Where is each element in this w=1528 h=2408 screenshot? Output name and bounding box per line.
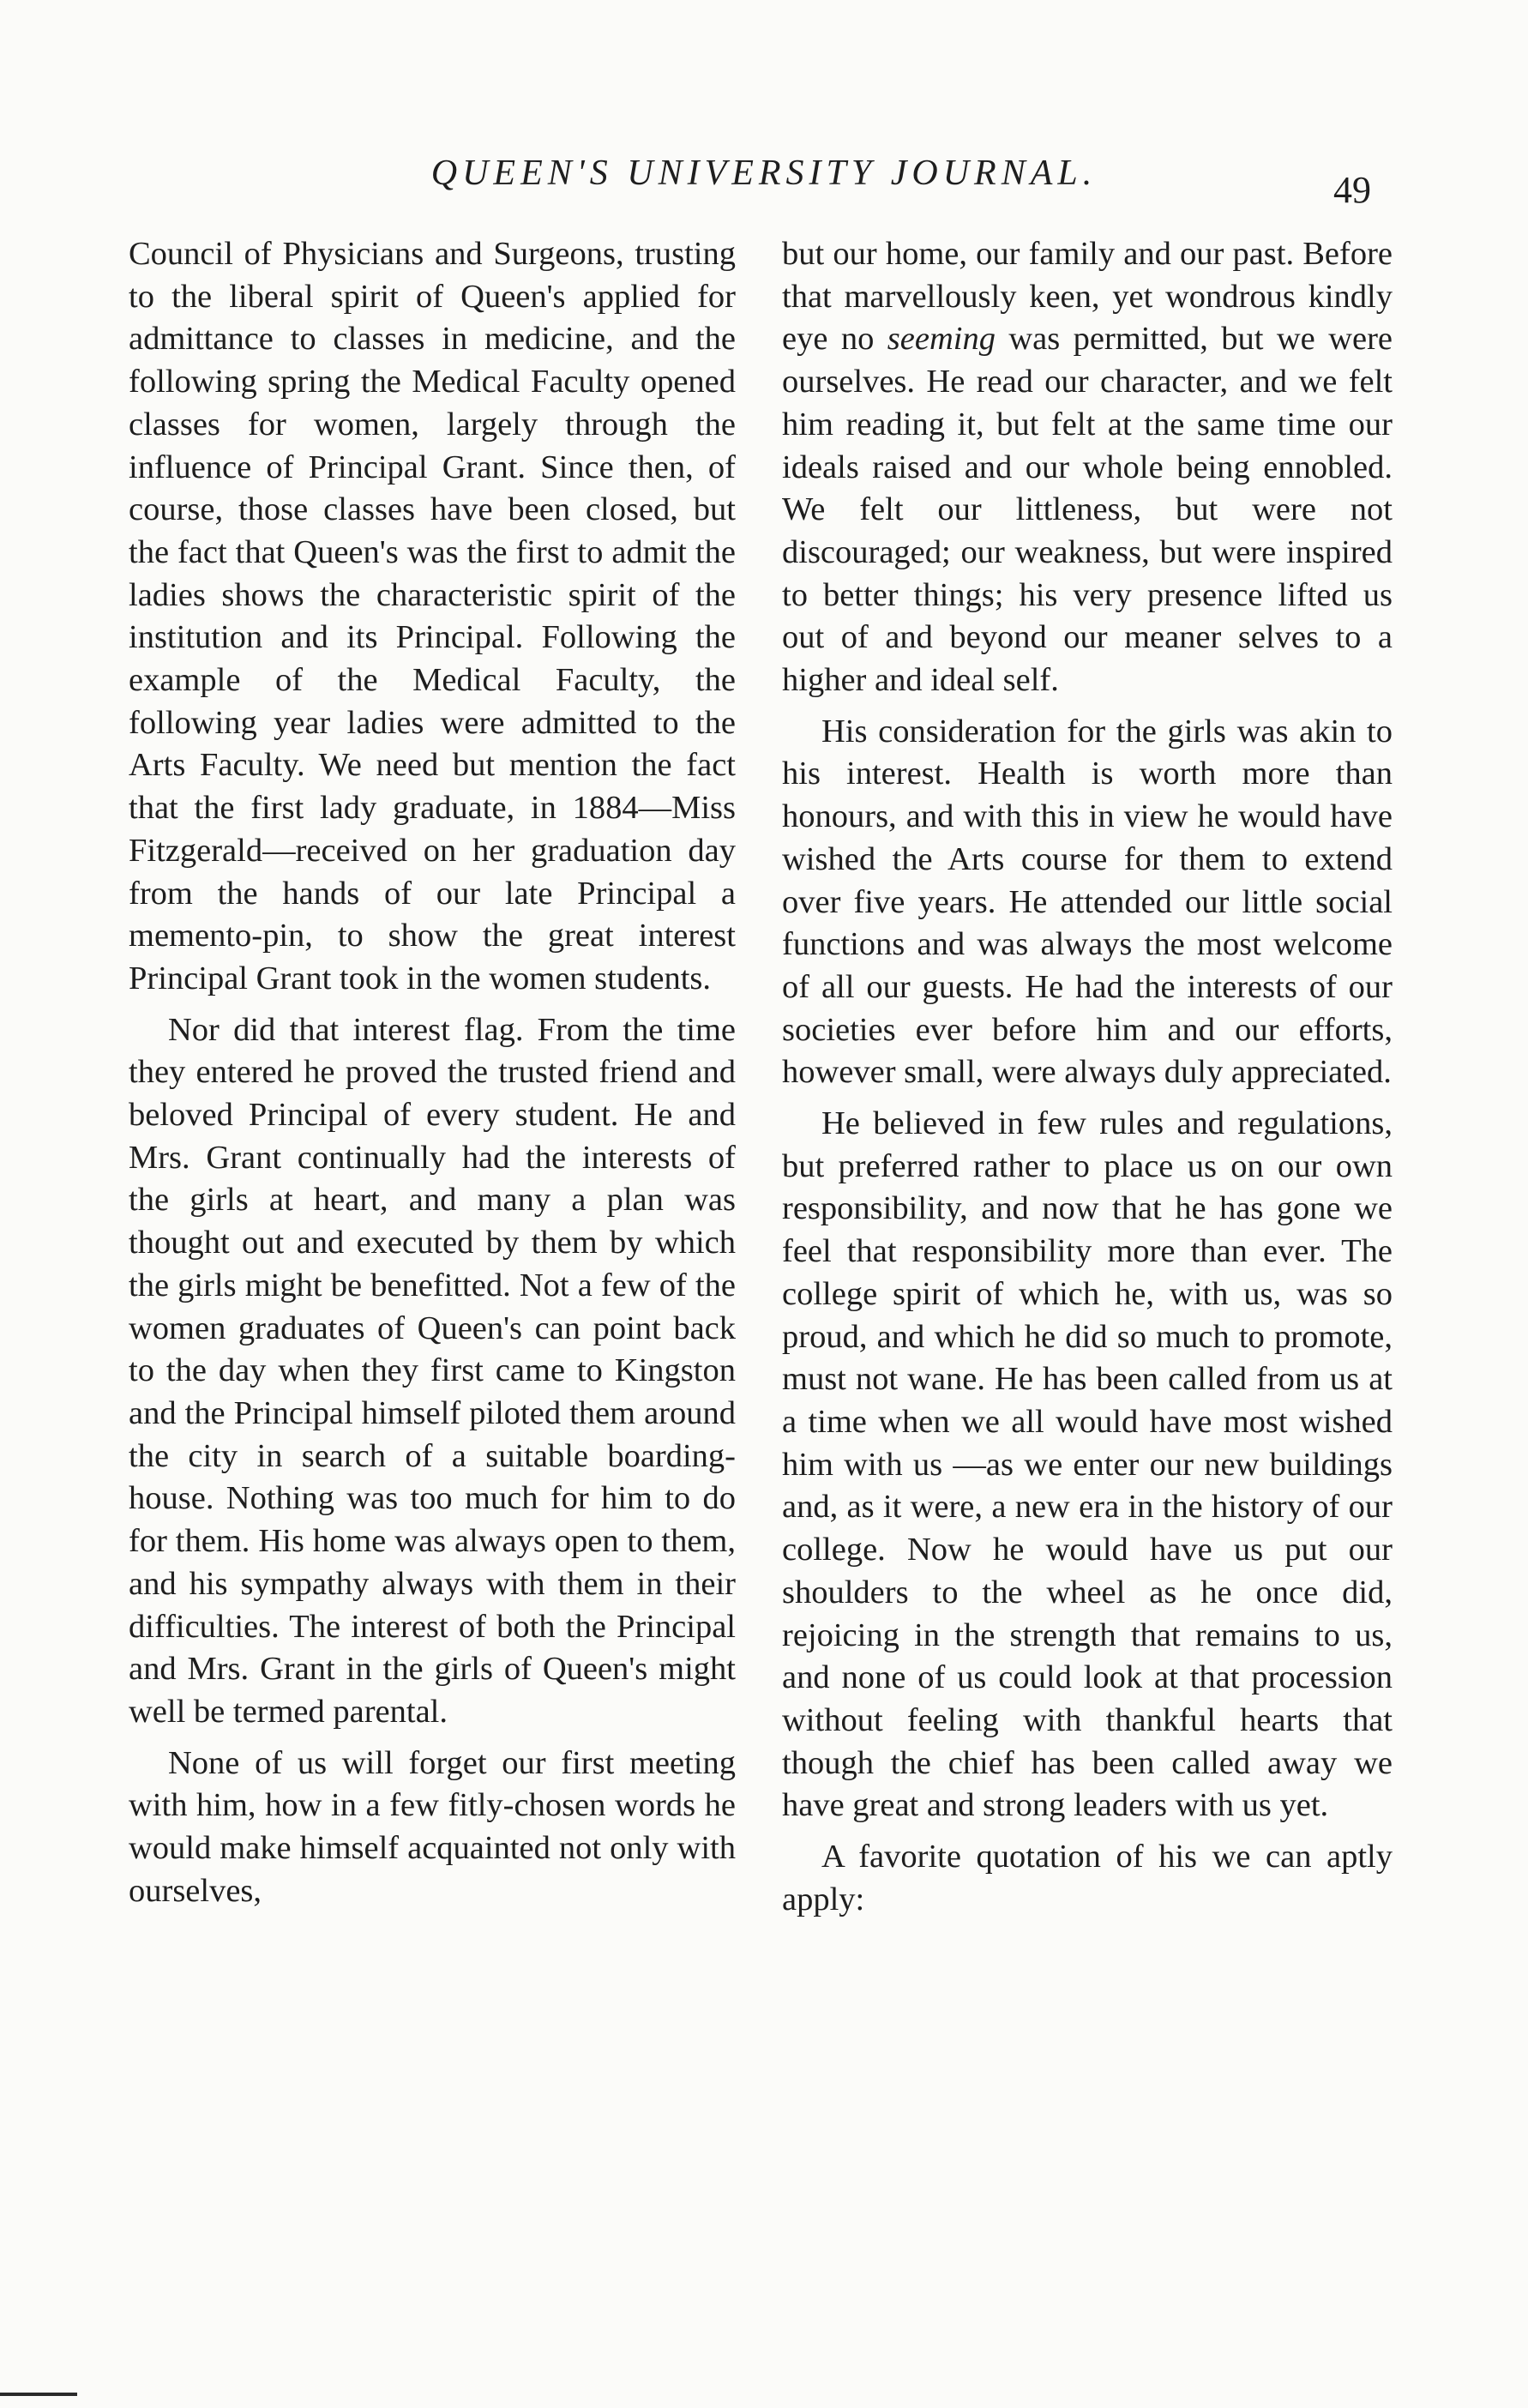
paragraph-text: but our home, our family and our past. Before that marvellously keen, yet wondrous kindly eye no <box>782 236 1393 358</box>
page-edge-mark <box>0 2393 77 2396</box>
paragraph: His consideration for the girls was akin to his interest. Health is worth more than honours, and with this in view he would have wished the Arts course for them to extend over five years. He attended our little social functions and was always the most welcome of all our guests. He had the interests of our societies ever before him and our efforts, however small, were always duly appreciated. <box>782 713 1393 1091</box>
emphasis-text: seeming <box>887 321 996 358</box>
paragraph <box>782 233 1393 702</box>
paragraph-text: was permitted, but we were ourselves. He read our character, and we felt him reading it, but felt at the same time our ideals raised and our whole being ennobled. We felt our littleness, but were not discouraged; our weakness, but were inspired to better things; his very presence lifted us out of and beyond our meaner selves to a higher and ideal self. <box>782 321 1393 699</box>
left-column <box>129 233 736 1912</box>
paragraph: A favorite quotation of his we can aptly apply: <box>782 1839 1393 1917</box>
right-column <box>782 233 1393 1921</box>
running-title: QUEEN'S UNIVERSITY JOURNAL. <box>430 154 1098 193</box>
paragraph: Nor did that interest flag. From the time they entered he proved the trusted friend and beloved Principal of every student. He and Mrs. Grant continually had the interests of the girls at heart, and many a plan was thought out and executed by them by which the girls might be benefitted. Not a few of the women graduates of Queen's can point back to the day when they first came to Kingston and the Principal himself piloted them around the city in search of a suitable boarding-house. Nothing was too much for him to do for them. His home was always open to them, and his sympathy always with them in their difficulties. The interest of both the Principal and Mrs. Grant in the girls of Queen's might well be termed parental. <box>129 1011 736 1730</box>
paragraph: None of us will forget our first meeting with him, how in a few fitly-chosen words he would make himself acquainted not only with ourselves, <box>129 1744 736 1909</box>
page-number: 49 <box>1333 169 1371 211</box>
paragraph: Council of Physicians and Surgeons, trusting to the liberal spirit of Queen's applied for admittance to classes in medicine, and the following spring the Medical Faculty opened classes for women, largely through the influence of Principal Grant. Since then, of course, those classes have been closed, but the fact that Queen's was the first to admit the ladies shows the characteristic spirit of the institution and its Principal. Following the example of the Medical Faculty, the following year ladies were admitted to the Arts Faculty. We need but mention the fact that the first lady graduate, in 1884—Miss Fitzgerald—received on her graduation day from the hands of our late Principal a memento-pin, to show the great interest Principal Grant took in the women students. <box>129 236 736 996</box>
paragraph: He believed in few rules and regulations, but preferred rather to place us on our own responsibility, and now that he has gone we feel that responsibility more than ever. The college spirit of which he, with us, was so proud, and which he did so much to promote, must not wane. He has been called from us at a time when we all would have most wished him with us —as we enter our new buildings and, as it were, a new era in the history of our college. Now he would have us put our shoulders to the wheel as he once did, rejoicing in the strength that remains to us, and none of us could look at that procession without feeling with thankful hearts that though the chief has been called away we have great and strong leaders with us yet. <box>782 1105 1393 1824</box>
